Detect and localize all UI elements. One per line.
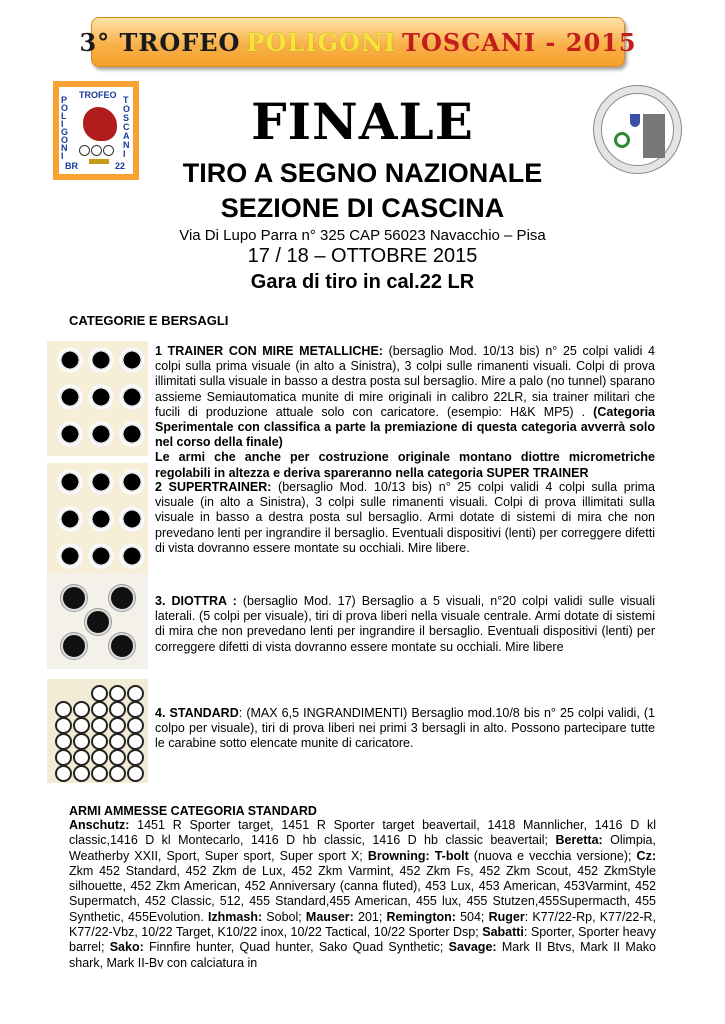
target-visual-icon [91,685,108,702]
target-visual-icon [119,347,145,373]
category-2-title: 2 SUPERTRAINER: [155,480,272,494]
armi-list [69,818,656,971]
target-visual-icon [55,765,72,782]
target-visual-icon [127,685,144,702]
target-visual-icon [109,685,126,702]
target-visual-icon [88,384,114,410]
target-visual-icon [88,469,114,495]
logo-word: TROFEO [79,90,117,100]
category-4-title: 4. STANDARD [155,706,239,720]
target-visual-icon [127,749,144,766]
category-2-body: (bersaglio Mod. 10/13 bis) n° 25 colpi validi 4 colpi sulla prima visuale (in alto a Sinistra), 3 colpi sulle rimanenti visuali. Colpi di prova illimitati sulla visuale in basso a destra posta sul bersaglio. Armi dotate di sistemi di mira che non prevedano lenti per ingrandire il bersaglio. Eventuali dispositivi (lenti) per correggere difetti di vista dovranno essere montate su occhiali. Mire libere. [155,480,655,555]
target-visual-icon [127,701,144,718]
target-visual-icon [119,506,145,532]
logo-bottom-left: BR [65,161,78,171]
target-visual-icon [109,733,126,750]
logo-letter-left: G [61,127,69,137]
category-1-text [155,344,655,481]
target-visual-icon [109,765,126,782]
address: Via Di Lupo Parra n° 325 CAP 56023 Navacchio – Pisa [179,227,546,244]
armi-models: 1451 R Sporter target, 1451 R Sporter target beavertail, 1418 Mannlicher, 1416 D kl classic,1416 D kl Montecarlo, 1416 D hb classic, 1416 D hb classic beavertail; [69,818,656,848]
competition-title: Gara di tiro in cal.22 LR [250,271,475,293]
armi-models: Sobol; [262,909,306,924]
event-dates: 17 / 18 – OTTOBRE 2015 [247,245,478,267]
target-visual-icon [127,733,144,750]
target-visual-icon [55,749,72,766]
banner-part-1: 3° TROFEO [79,27,241,57]
target-visual-icon [55,717,72,734]
category-1-title: 1 TRAINER CON MIRE METALLICHE: [155,344,383,358]
category-3-title: 3. DIOTTRA : [155,594,237,608]
target-visual-icon [127,765,144,782]
armi-models: Finnfire hunter, Quad hunter, Sako Quad Synthetic; [143,940,449,955]
target-visual-icon [55,701,72,718]
target-visual-icon [88,347,114,373]
logo-letter-right: A [123,131,130,141]
target-visual-icon [73,749,90,766]
armi-models: (nuova e vecchia versione); [468,848,637,863]
armi-brand: Savage: [448,940,497,955]
armi-heading: ARMI AMMESSE CATEGORIA STANDARD [69,804,317,818]
target-visual-icon [91,749,108,766]
armi-models: Olimpia, Weatherby XXII, Sport, Super sport, Super sport X; [69,833,656,863]
target-visual-icon [57,384,83,410]
armi-models: 201; [353,909,387,924]
category-3-body: (bersaglio Mod. 17) Bersaglio a 5 visuali, n°20 colpi validi sulle visuali laterali. (5 colpi per visuale), tiri di prova liberi nella visuale centrale. Armi dotate di sistemi di mira che non prevedano lenti per ingrandire il bersaglio. Eventuali dispositivi (lenti) per correggere difetti di vista dovranno essere montate su occhiali. Mire libere [155,594,655,654]
logo-letter-right: S [123,113,130,123]
categories-heading: CATEGORIE E BERSAGLI [69,313,229,328]
target-visual-icon [109,585,135,611]
target-image-supertrainer [47,463,148,577]
logo-letter-left: O [61,135,69,145]
category-3-text [155,594,655,655]
category-1-body: (bersaglio Mod. 10/13 bis) n° 25 colpi validi 4 colpi sulla prima visuale (in alto a Sinistra), 3 colpi sulle rimanenti visuali. Colpi di prova illimitati sulla visuale in basso a destra posta sul bersaglio. Mire a palo (no tunnel) sparano assieme Semiautomatica munite di mire originali in calibro 22LR, sia trainer militari che fucili di produzione attuale solo con caricatore. (esempio: H&K MP5) . [155,344,655,419]
armi-brand: Browning: T-bolt [367,848,469,863]
category-2-text [155,480,655,556]
logo-letter-left: L [61,111,67,121]
target-visual-icon [91,717,108,734]
banner-part-3: TOSCANI - 2015 [402,27,637,57]
target-visual-icon [88,506,114,532]
target-visual-icon [88,421,114,447]
org-line-2: SEZIONE DI CASCINA [220,193,505,223]
category-1-rule: Le armi che anche per costruzione originale montano diottre micrometriche regolabili in altezza e deriva spareranno nella categoria SUPER TRAINER [155,450,655,480]
target-visual-icon [119,469,145,495]
target-visual-icon [91,733,108,750]
target-visual-icon [57,347,83,373]
armi-models: Mark II Btvs, Mark II Mako shark, Mark II-Bv con calciatura in [69,940,656,970]
title-banner [79,17,637,67]
logo-letter-right: T [123,95,129,105]
target-image-trainer [47,341,148,456]
armi-brand: Remington: [386,909,456,924]
logo-letter-left: I [61,151,64,161]
target-visual-icon [109,633,135,659]
armi-models: 504; [455,909,489,924]
logo-letter-right: C [123,122,130,132]
target-visual-icon [109,717,126,734]
page-title: FINALE [251,92,474,151]
category-4-text [155,706,655,752]
target-visual-icon [119,421,145,447]
logo-letter-right: N [123,140,130,150]
logo-letter-right: I [123,149,126,159]
target-visual-icon [109,749,126,766]
target-visual-icon [61,585,87,611]
armi-brand: Mauser: [305,909,354,924]
target-visual-icon [57,543,83,569]
armi-brand: Sabatti [482,925,524,940]
target-visual-icon [55,733,72,750]
banner-part-2: POLIGONI [246,27,397,57]
category-4-body: : (MAX 6,5 INGRANDIMENTI) Bersaglio mod.10/8 bis n° 25 colpi validi, (1 colpo per visuale), tiri di prova liberi nei primi 3 bersagli in alto. Possono partecipare tutte le carabine sotto elencate munite di caricatore. [155,706,656,751]
target-visual-icon [57,421,83,447]
org-line-1: TIRO A SEGNO NAZIONALE [182,158,543,188]
target-visual-icon [73,765,90,782]
armi-brand: Beretta: [555,833,603,848]
target-visual-icon [61,633,87,659]
armi-models: Zkm 452 Standard, 452 Zkm de Lux, 452 Zkm Varmint, 452 Zkm Fs, 452 Zkm Scout, 452 ZkmStyle silhouette, 452 Zkm American, 452 Anniversary (canna fluted), 453 Lux, 453 American, 453Varmint, 452 Supermatch, 452 Classic, 512, 455 Standard,455 American, 455 lux, 455 Stutzen,455Supermacth, 455 Synthetic, 455Evolution. [69,863,656,924]
logo-letter-left: O [61,103,69,113]
target-visual-icon [85,609,111,635]
armi-brand: Anschutz: [69,818,130,832]
armi-brand: Ruger [488,909,525,924]
armi-brand: Izhmash: [207,909,263,924]
armi-models: : Sporter, Sporter heavy barrel; [69,925,657,955]
armi-models: : K77/22-Rp, K77/22-R, K77/22-Vbz, 10/22 Target, K10/22 inox, 10/22 Tactical, 10/22 Sporter Dsp; [69,909,656,940]
target-visual-icon [91,701,108,718]
target-visual-icon [91,765,108,782]
logo-letter-left: I [61,119,64,129]
logo-bottom-right: 22 [115,161,126,171]
target-image-diottra [47,573,148,669]
logo-letter-left: N [61,143,68,153]
target-visual-icon [73,701,90,718]
target-image-standard [47,679,148,783]
target-visual-icon [57,506,83,532]
armi-brand: Cz: [636,848,656,863]
armi-brand: Sako: [109,940,144,955]
target-visual-icon [119,543,145,569]
logo-letter-right: O [123,104,131,114]
target-visual-icon [73,717,90,734]
logo-letter-left: P [61,95,68,105]
target-visual-icon [73,733,90,750]
target-visual-icon [119,384,145,410]
target-visual-icon [109,701,126,718]
target-visual-icon [57,469,83,495]
category-1-note: (Categoria Sperimentale con classifica a parte la premiazione di questa categoria avverrà solo nel corso della finale) [155,404,655,450]
target-visual-icon [88,543,114,569]
target-visual-icon [127,717,144,734]
